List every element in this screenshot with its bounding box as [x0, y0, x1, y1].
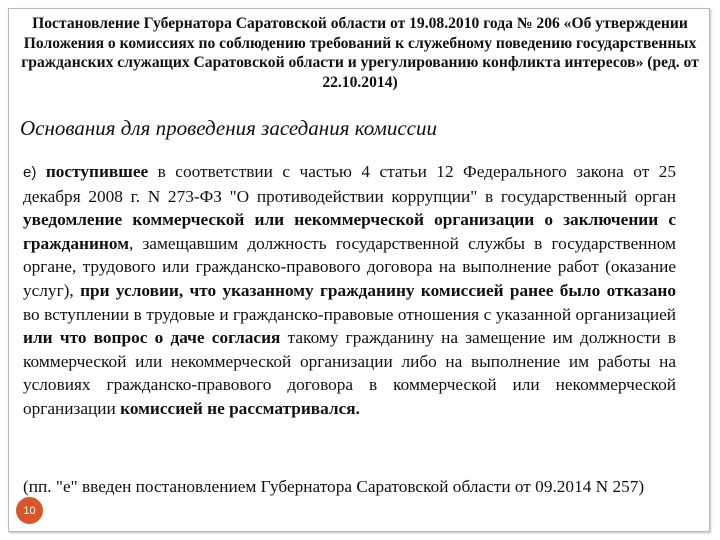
- body-text-4: такому гражданину на замещение им должности в коммерческой или некоммерческой организации либо на выполнение им работы на условиях гражданско-правового договора в коммерческой или некоммерческой организации: [23, 328, 676, 418]
- body-text-3: во вступлении в трудовые и гражданско-правовые отношения с указанной организацией: [23, 304, 676, 324]
- body-bold-1: поступившее: [45, 162, 149, 181]
- body-paragraph: [23, 160, 676, 421]
- body-text-2: , замещавшим должность государственной службы в государственном органе, трудового или гражданско-правового договора на выполнение работ (оказание услуг),: [23, 233, 676, 300]
- body-bold-4: или что вопрос о даче согласия: [23, 328, 281, 348]
- footnote: (пп. "е" введен постановлением Губернатора Саратовской области от 09.2014 N 257): [23, 477, 645, 496]
- item-letter: е): [23, 164, 37, 181]
- body-text-1: в соответствии с частью 4 статьи 12 Федерального закона от 25 декабря 2008 г. N 273-ФЗ "О противодействии коррупции" в государственный орган: [23, 162, 677, 206]
- body-bold-5: комиссией не рассматривался.: [120, 398, 360, 418]
- document-header: Постановление Губернатора Саратовской области от 19.08.2010 года № 206 «Об утверждении Положения о комиссиях по соблюдению требований к служебному поведению государственных гражданских служащих Саратовской области и урегулированию конфликта интересов» (ред. от 22.10.2014): [21, 15, 699, 91]
- page-number-badge: 10: [16, 497, 43, 524]
- body-bold-2: уведомление коммерческой или некоммерческой организации о заключении с гражданином: [23, 210, 676, 253]
- body-bold-3: при условии, что указанному гражданину комиссией ранее было отказано: [80, 280, 677, 300]
- section-title: Основания для проведения заседания комиссии: [20, 116, 437, 140]
